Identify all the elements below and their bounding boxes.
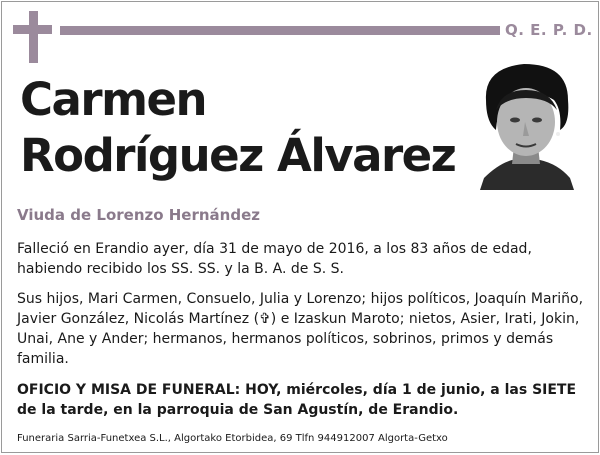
header-rule <box>60 26 500 35</box>
funeral-service-paragraph: OFICIO Y MISA DE FUNERAL: HOY, miércoles, día 1 de junio, a las SIETE de la tarde, en la parroquia de San Agustín, de Erandio. <box>17 382 577 418</box>
funeral-home-footer: Funeraria Sarria-Funetxea S.L., Algortako Etorbidea, 69 Tlfn 944912007 Algorta-Getxo <box>17 433 448 444</box>
widow-line: Viuda de Lorenzo Hernández <box>17 206 260 224</box>
deceased-name <box>20 72 460 184</box>
qepd-badge: Q. E. P. D. <box>505 21 593 39</box>
portrait-icon <box>478 60 574 190</box>
surname: Rodríguez Álvarez <box>20 129 456 182</box>
first-name: Carmen <box>20 73 207 126</box>
obituary-card <box>1 1 599 453</box>
cross-icon-horizontal <box>13 25 52 34</box>
death-notice-paragraph: Falleció en Erandio ayer, día 31 de mayo de 2016, a los 83 años de edad, habiendo recibido los SS. SS. y la B. A. de S. S. <box>17 241 532 277</box>
portrait-photo <box>478 60 574 190</box>
family-paragraph: Sus hijos, Mari Carmen, Consuelo, Julia y Lorenzo; hijos políticos, Joaquín Mariño, Javier González, Nicolás Martínez (✞) e Izaskun Maroto; nietos, Asier, Irati, Jokin, Unai, Ane y Ander; hermanos, hermanos políticos, sobrinos, primos y demás familia. <box>17 291 584 367</box>
cross-icon-vertical <box>29 11 38 63</box>
